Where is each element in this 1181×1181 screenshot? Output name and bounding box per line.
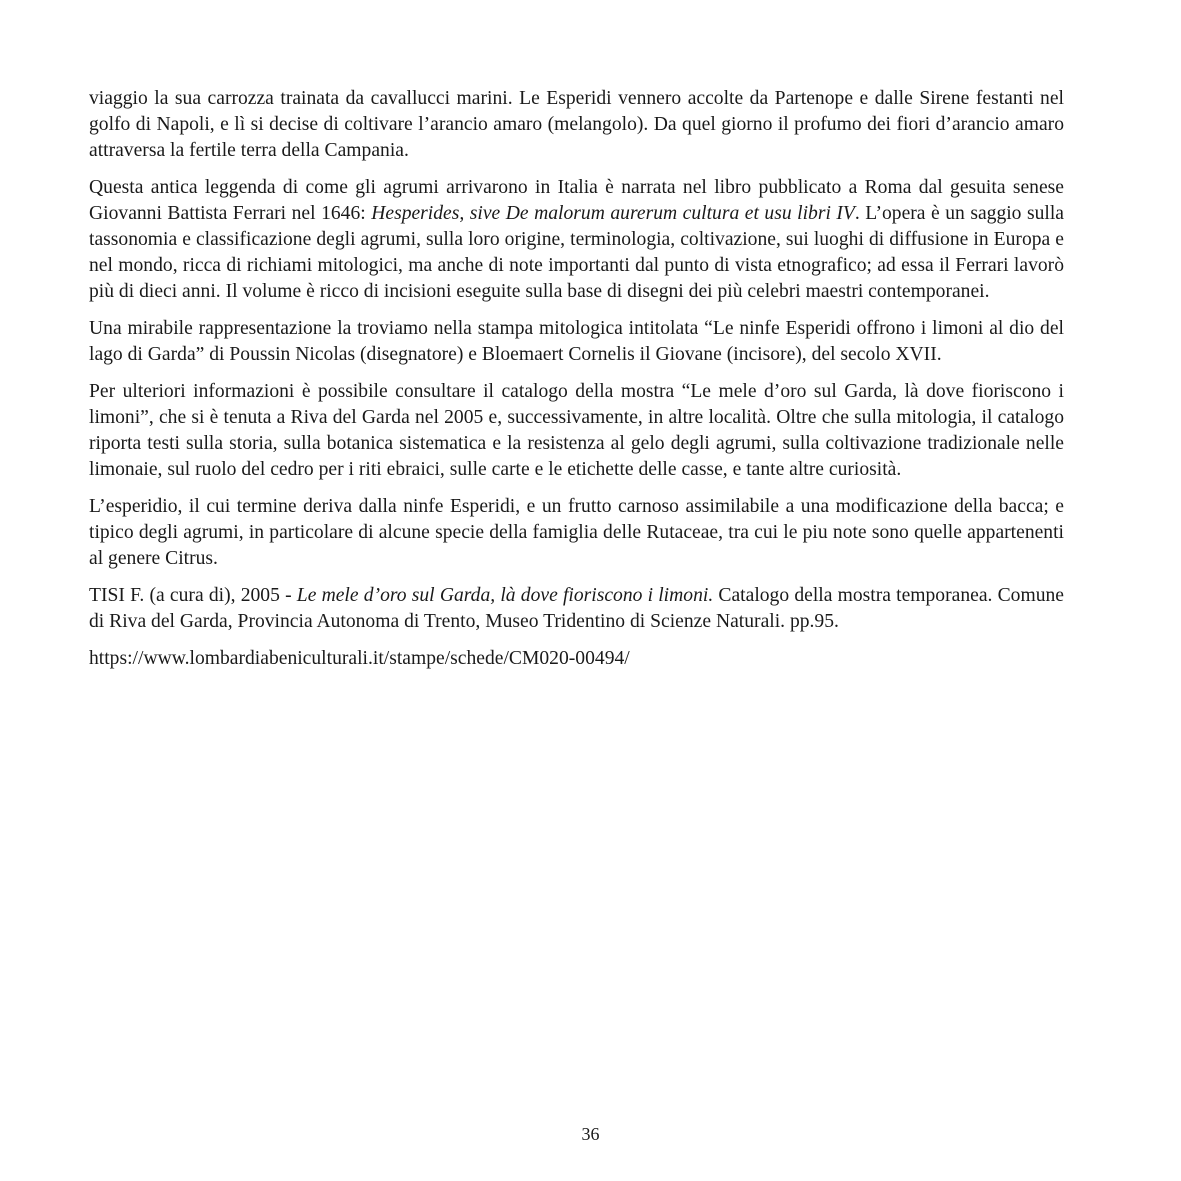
book-title-hesperides: Hesperides, sive De malorum aurerum cultura et usu libri IV (371, 203, 855, 224)
paragraph-orange-legend: viaggio la sua carrozza trainata da cavallucci marini. Le Esperidi vennero accolte da Partenope e dalle Sirene festanti nel golfo di Napoli, e lì si decise di coltivare l’arancio amaro (melangolo). Da quel giorno il profumo dei fiori d’arancio amaro attraversa la fertile terra della Campania. (89, 88, 1064, 161)
reference-author: TISI F. (a cura di), 2005 - (89, 585, 297, 606)
paragraph-ferrari-book-after: . L’opera è un saggio sulla tassonomia e classificazione degli agrumi, sulla loro origine, terminologia, coltivazione, sui luoghi di diffusione in Europa e nel mondo, ricca di richiami mitologici, ma anche di note importanti dal punto di vista etnografico; ad essa il Ferrari lavorò più di dieci anni. Il volume è ricco di incisioni eseguite sulla base di disegni dei più celebri maestri contemporanei. (89, 203, 1064, 302)
reference-title: Le mele d’oro sul Garda, là dove fioriscono i limoni. (296, 585, 714, 606)
paragraph-poussin-print: Una mirabile rappresentazione la troviamo nella stampa mitologica intitolata “Le ninfe Esperidi offrono i limoni al dio del lago di Garda” di Poussin Nicolas (disegnatore) e Bloemaert Cornelis il Giovane (incisore), del secolo XVII. (89, 318, 1064, 365)
paragraph-esperidio-definition: L’esperidio, il cui termine deriva dalla ninfe Esperidi, e un frutto carnoso assimilabile a una modificazione della bacca; e tipico degli agrumi, in particolare di alcune specie della famiglia delle Rutaceae, tra cui le piu note sono quelle appartenenti al genere Citrus. (89, 496, 1064, 569)
page-number: 36 (581, 1124, 600, 1144)
source-url[interactable]: https://www.lombardiabeniculturali.it/stampe/schede/CM020-00494/ (89, 648, 630, 669)
reference-details: Catalogo della mostra temporanea. Comune di Riva del Garda, Provincia Autonoma di Trento, Museo Tridentino di Scienze Naturali. pp.95. (89, 585, 1064, 632)
paragraph-ferrari-book-before: Questa antica leggenda di come gli agrumi arrivarono in Italia è narrata nel libro pubblicato a Roma dal gesuita senese Giovanni Battista Ferrari nel 1646: (89, 177, 1064, 224)
paragraph-ferrari-book (89, 175, 1064, 305)
page-body (89, 86, 1064, 683)
paragraph-exhibition-catalogue: Per ulteriori informazioni è possibile consultare il catalogo della mostra “Le mele d’oro sul Garda, là dove fioriscono i limoni”, che si è tenuta a Riva del Garda nel 2005 e, successivamente, in altre località. Oltre che sulla mitologia, il catalogo riporta testi sulla storia, sulla botanica sistematica e la resistenza al gelo degli agrumi, sulla coltivazione tradizionale nelle limonaie, sul ruolo del cedro per i riti ebraici, sulle carte e le etichette delle casse, e tante altre curiosità. (89, 381, 1064, 480)
bibliography-reference (89, 583, 1064, 635)
